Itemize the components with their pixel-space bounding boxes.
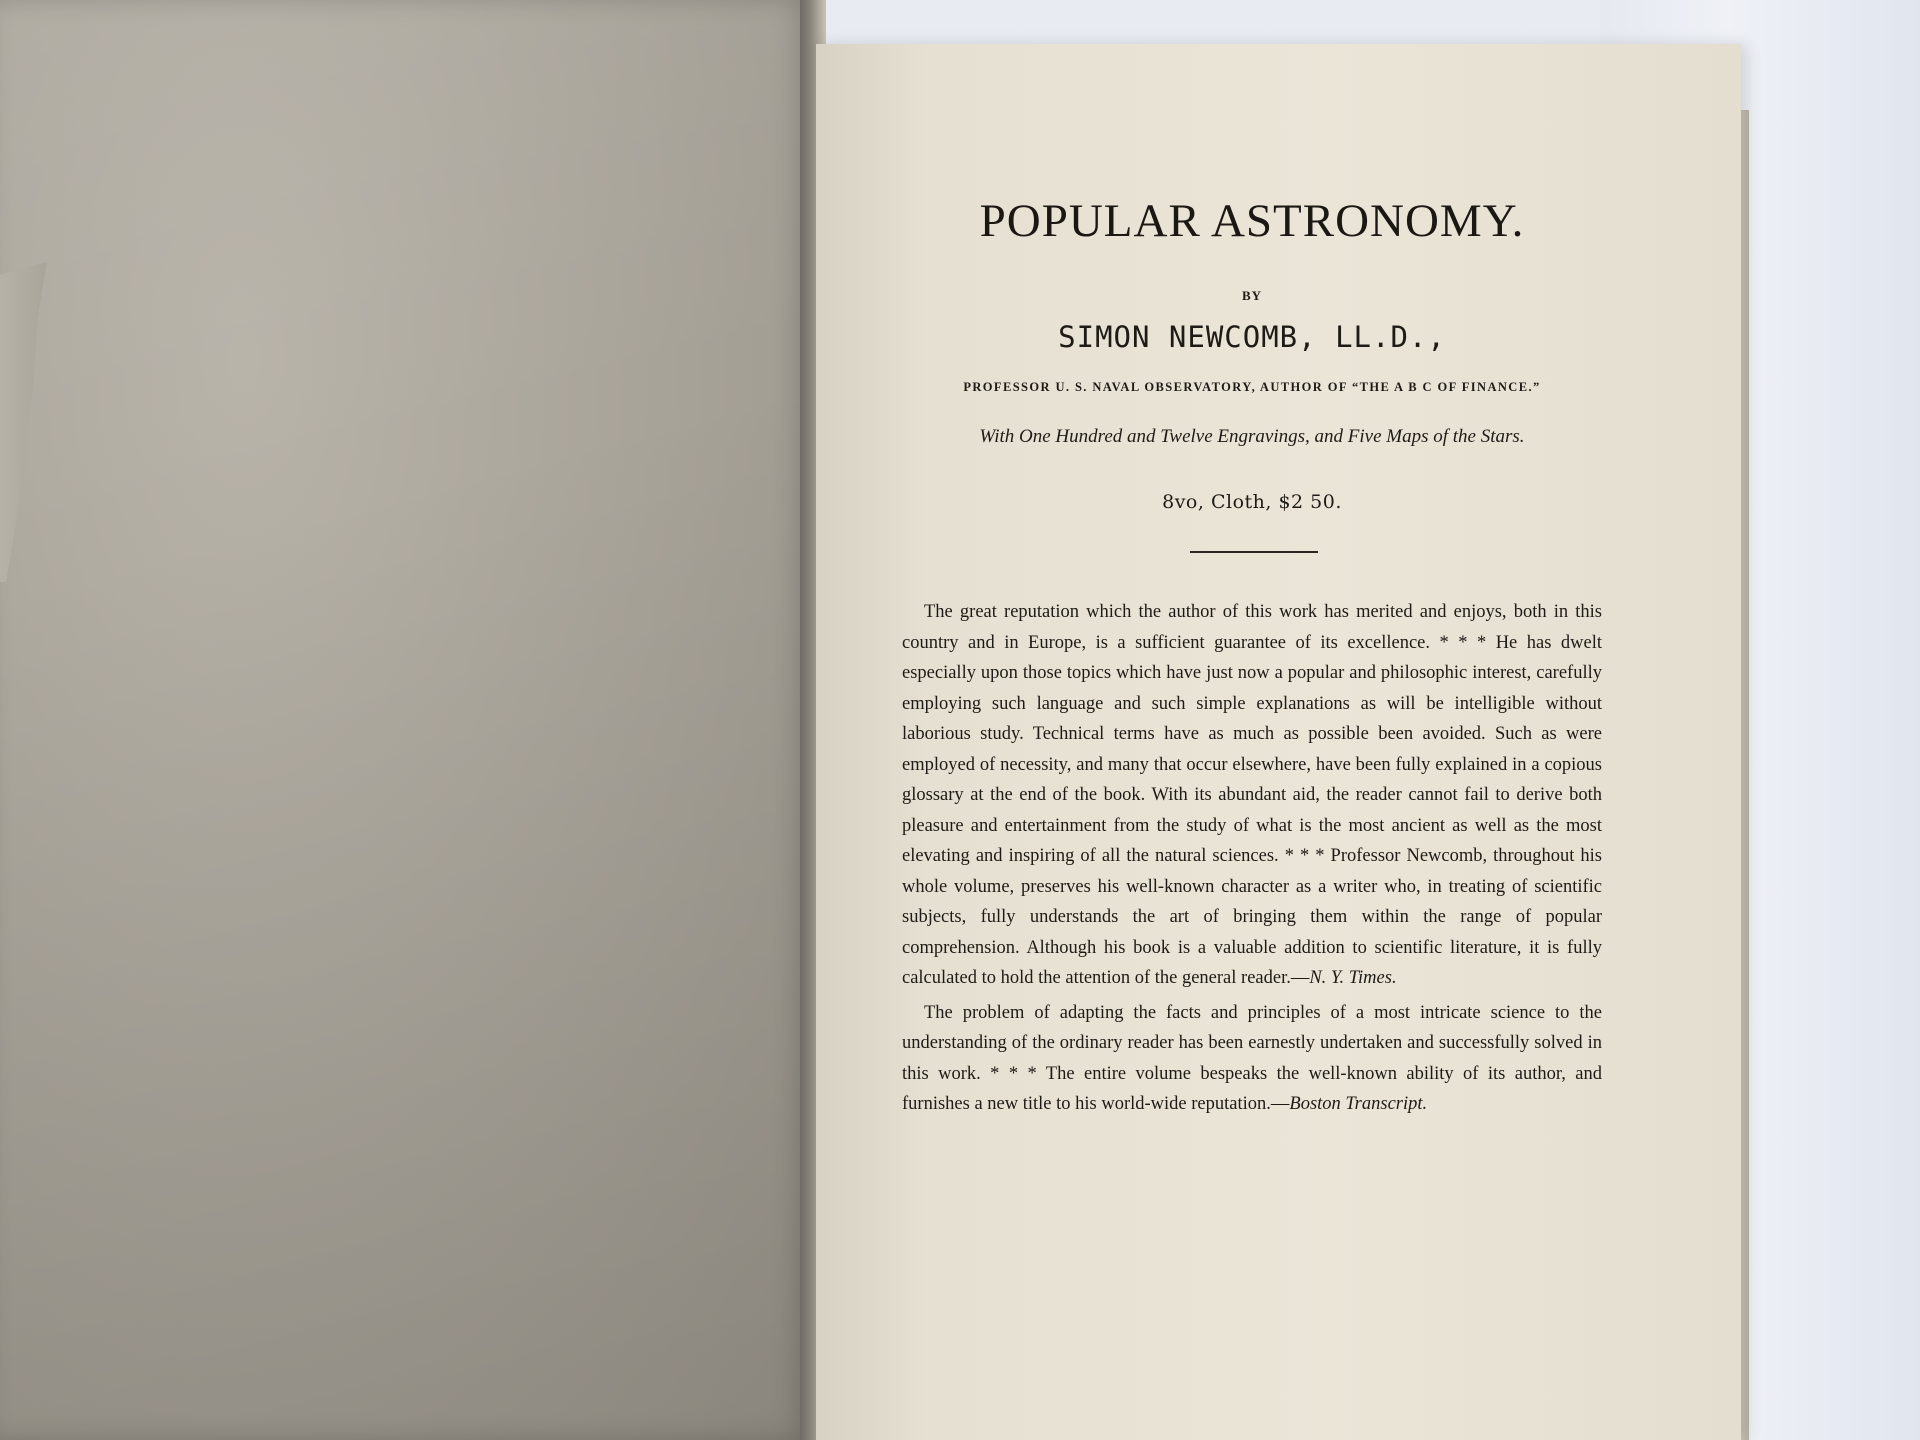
book-title: POPULAR ASTRONOMY. [979, 195, 1525, 247]
divider-rule [1190, 551, 1318, 553]
reviews-block [902, 597, 1602, 1124]
by-line: BY [1241, 288, 1263, 303]
left-page-endpaper [0, 0, 812, 1440]
right-page [816, 44, 1741, 1440]
review-source: Boston Transcript. [1289, 1094, 1428, 1114]
review-paragraph [902, 998, 1602, 1120]
price-line: 8vo, Cloth, $2 50. [1162, 491, 1342, 513]
author-name: SIMON NEWCOMB, LL.D., [1058, 320, 1446, 354]
left-page-shading [0, 0, 812, 1440]
author-affiliation: PROFESSOR U. S. NAVAL OBSERVATORY, AUTHOR OF “THE A B C OF FINANCE.” [963, 380, 1541, 394]
review-text: The problem of adapting the facts and principles of a most intricate science to the understanding of the ordinary reader has been earnestly undertaken and successfully solved in this work. * * * The entire volume bespeaks the well-known ability of its author, and furnishes a new title to his world-wide reputation.— [902, 1002, 1602, 1114]
review-text: The great reputation which the author of this work has merited and enjoys, both in this country and in Europe, is a sufficient guarantee of its excellence. * * * He has dwelt especially upon those topics which have just now a popular and philosophic interest, carefully employing such language and such simple explanations as will be intelligible without laborious study. Technical terms have as much as possible been avoided. Such as were employed of necessity, and many that occur elsewhere, have been fully explained in a copious glossary at the end of the book. With its abundant aid, the reader cannot fail to derive both pleasure and entertainment from the study of what is the most ancient as well as the most elevating and inspiring of all the natural sciences. * * * Professor Newcomb, throughout his whole volume, preserves his well-known character as a writer who, in treating of scientific subjects, fully understands the art of bringing them within the range of popular comprehension. Although his book is a valuable addition to scientific literature, it is fully calculated to hold the attention of the general reader.— [902, 602, 1602, 988]
review-paragraph [902, 597, 1602, 994]
engravings-note: With One Hundred and Twelve Engravings, and Five Maps of the Stars. [979, 426, 1525, 447]
review-source: N. Y. Times. [1309, 968, 1397, 988]
